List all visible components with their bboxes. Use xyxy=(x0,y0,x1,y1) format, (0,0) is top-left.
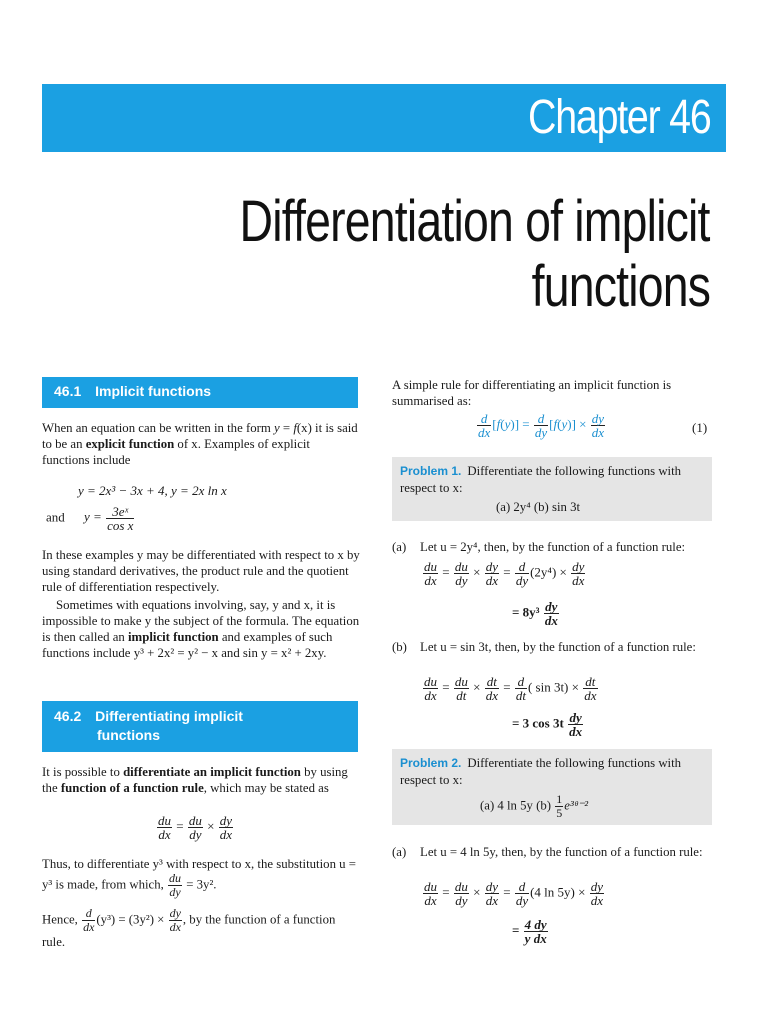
solution-2a-text: Let u = 4 ln 5y, then, by the function of a function rule: xyxy=(420,845,703,859)
equation-explicit-quotient xyxy=(46,505,135,532)
paragraph-explicit xyxy=(42,420,360,468)
paragraph-rule-intro: A simple rule for differentiating an implicit function is summarised as: xyxy=(392,378,672,408)
equation-explicit-examples: y = 2x³ − 3x + 4, y = 2x ln x xyxy=(78,483,227,498)
paragraph-implicit xyxy=(42,597,360,661)
text-span: Thus, to differentiate y³ with respect to x, the substitution u = y³ is made, from which, xyxy=(42,857,356,892)
solution-1a-text: Let u = 2y⁴, then, by the function of a function rule: xyxy=(420,540,686,554)
text-span: Hence, xyxy=(42,912,78,927)
section-title: Implicit functions xyxy=(95,383,212,399)
problem-label: Problem 2. xyxy=(400,756,462,770)
equation-implicit-rule: $\frac{d}{dx}$ [f(y)] = $\frac{d}{dy}$ [f(y)] × $\frac{dy}{dx}$ xyxy=(478,411,605,440)
text-span: by using the xyxy=(42,765,348,795)
text-span: of x. Examples of explicit functions include xyxy=(42,437,310,467)
text-span: = xyxy=(279,421,294,435)
equation-step: ( sin 3t) × xyxy=(527,679,579,695)
problem-parts: (a) 2y⁴ (b) sin 3t xyxy=(496,500,581,514)
paragraph-function-rule xyxy=(42,764,360,796)
text-span: it is said to be an xyxy=(42,421,358,451)
page-title-line1: Differentiation of implicit xyxy=(239,189,710,254)
bold-term: explicit function xyxy=(85,437,175,451)
text-span: and xyxy=(46,509,65,525)
equation-result: = 3 cos 3t xyxy=(512,715,564,731)
page-title-line2: functions xyxy=(531,254,710,319)
numerator: 3eˣ xyxy=(106,505,134,519)
section-number: 46.2 xyxy=(54,708,82,724)
equation-result: = 8y³ xyxy=(512,604,540,620)
paragraph-substitution: Thus, to differentiate y³ with respect to x, the substitution u = y³ is made, from which, $\frac{du}{dy}$ = 3y². xyxy=(42,857,356,899)
problem-parts: (a) 4 ln 5y (b) $\frac{1}{5}$ e³ᶿ⁻² xyxy=(480,792,589,820)
equation-result: = xyxy=(512,922,520,938)
text-span: Sometimes with equations involving, say, y and x, it is impossible to make y the subject of the formula. The equation is then called an xyxy=(42,598,360,644)
solution-2a-equation: $\frac{du}{dx}$ = $\frac{du}{dy}$ × $\frac{dy}{dx}$ = $\frac{d}{dy}$ (4 ln 5y) × $\frac{dy}{dx}$ xyxy=(424,879,603,908)
text-span: (x) xyxy=(296,421,312,435)
math-span: y xyxy=(274,421,280,435)
text-span: , by the function of a function rule. xyxy=(42,912,336,949)
bold-term: implicit function xyxy=(128,630,219,644)
problem-2-box xyxy=(392,749,712,825)
equation-chain-rule: $\frac{du}{dx}$ = $\frac{du}{dy}$ × $\frac{dy}{dx}$ xyxy=(158,813,232,842)
math-span: y = xyxy=(84,509,102,525)
text-span: = 3y². xyxy=(186,877,217,892)
equation-step: (4 ln 5y) × xyxy=(530,884,586,900)
section-title-line1: Differentiating implicit xyxy=(95,708,243,724)
section-heading-46-2 xyxy=(42,701,358,752)
fraction xyxy=(106,505,134,532)
equation-step: (2y⁴) × xyxy=(530,564,567,580)
problem-text: Differentiate the following functions with respect to x: xyxy=(400,464,682,495)
solution-1a-tag: (a) xyxy=(392,540,407,554)
text-span: (y³) = (3y²) × xyxy=(96,912,165,927)
solution-1b-result: = 3 cos 3t $\frac{dy}{dx}$ xyxy=(512,710,583,739)
bold-term: differentiate an implicit function xyxy=(123,765,301,779)
math-span: f xyxy=(293,421,297,435)
solution-1b-tag: (b) xyxy=(392,640,407,654)
section-title-line2: functions xyxy=(97,727,160,743)
problem-1-box xyxy=(392,457,712,521)
problem-part-b: e³ᶿ⁻² xyxy=(564,798,589,813)
problem-label: Problem 1. xyxy=(400,464,462,478)
paragraph-hence: Hence, $\frac{d}{dx}$ (y³) = (3y²) × $\frac{dy}{dx}$ , by the function of a function rule. xyxy=(42,906,336,949)
text-span: When an equation can be written in the form xyxy=(42,421,275,435)
solution-1a-equation: $\frac{du}{dx}$ = $\frac{du}{dy}$ × $\frac{dy}{dx}$ = $\frac{d}{dy}$ (2y⁴) × $\frac{dy}{dx}$ xyxy=(424,559,585,588)
paragraph-examples: In these examples y may be differentiated with respect to x by using standard derivatives, the product rule and the quotient rule of differentiation respectively. xyxy=(42,548,360,594)
chapter-number: Chapter 46 xyxy=(527,91,710,144)
solution-2a-result: = $\frac{4 dy}{\text{y dx}}$ xyxy=(512,917,547,946)
text-span: , which may be stated as xyxy=(203,781,329,795)
section-number: 46.1 xyxy=(54,383,82,399)
denominator: cos x xyxy=(107,518,134,533)
solution-1a-result: = 8y³ $\frac{dy}{dx}$ xyxy=(512,599,558,628)
problem-text: Differentiate the following functions with respect to x: xyxy=(400,756,682,787)
section-heading-46-1 xyxy=(42,377,358,408)
solution-1b-text: Let u = sin 3t, then, by the function of a function rule: xyxy=(420,640,696,654)
solution-2a-tag: (a) xyxy=(392,845,407,859)
text-span: It is possible to xyxy=(42,765,124,779)
text-span: and examples of such functions include y³ + 2x² = y² − x and sin y = x² + 2xy. xyxy=(42,630,333,660)
bold-term: function of a function rule xyxy=(60,781,204,795)
problem-part-a: (a) 4 ln 5y (b) xyxy=(480,798,552,813)
solution-1b-equation: $\frac{du}{dx}$ = $\frac{du}{dt}$ × $\frac{dt}{dx}$ = $\frac{d}{dt}$ ( sin 3t) × $\frac{dt}{dx}$ xyxy=(424,674,597,703)
equation-number: (1) xyxy=(692,420,708,435)
